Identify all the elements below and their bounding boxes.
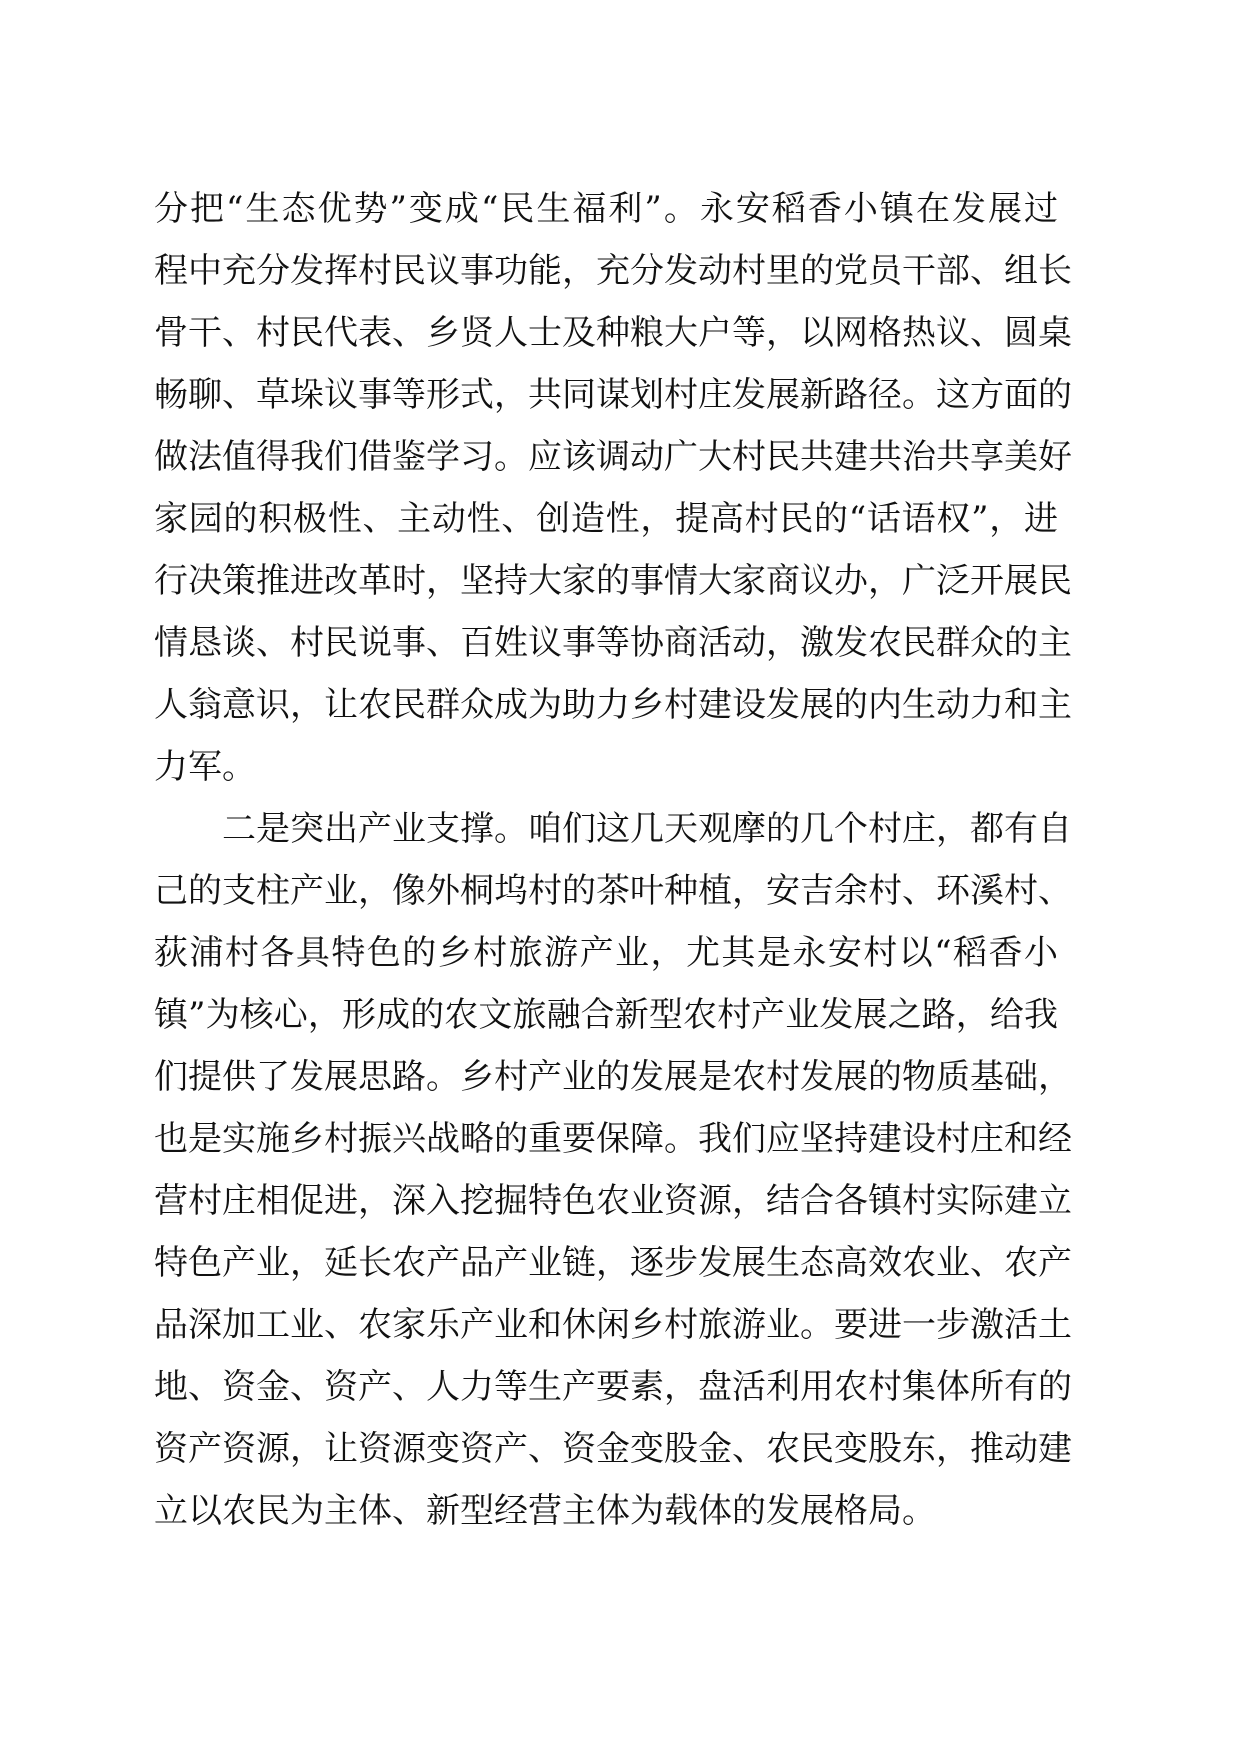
text-line: 骨干、村民代表、乡贤人士及种粮大户等，以网格热议、圆桌 xyxy=(154,313,1072,353)
text-line: 己的支柱产业，像外桐坞村的茶叶种植，安吉余村、环溪村、 xyxy=(154,871,1072,911)
text-line: 地、资金、资产、人力等生产要素，盘活利用农村集体所有的 xyxy=(154,1367,1072,1407)
text-line: 分把“生态优势”变成“民生福利”。永安稻香小镇在发展过 xyxy=(154,189,1058,229)
text-line: 荻浦村各具特色的乡村旅游产业，尤其是永安村以“稻香小 xyxy=(154,933,1058,973)
text-line: 情恳谈、村民说事、百姓议事等协商活动，激发农民群众的主 xyxy=(154,623,1072,663)
text-line: 资产资源，让资源变资产、资金变股金、农民变股东，推动建 xyxy=(154,1429,1072,1469)
text-line: 家园的积极性、主动性、创造性，提高村民的“话语权”，进 xyxy=(154,499,1058,539)
paragraph-1 xyxy=(154,178,1072,798)
text-line: 力军。 xyxy=(154,747,256,787)
text-line: 也是实施乡村振兴战略的重要保障。我们应坚持建设村庄和经 xyxy=(154,1119,1072,1159)
text-line: 畅聊、草垛议事等形式，共同谋划村庄发展新路径。这方面的 xyxy=(154,375,1072,415)
paragraph-2 xyxy=(154,798,1072,1542)
text-line: 二是突出产业支撑。咱们这几天观摩的几个村庄，都有自 xyxy=(222,809,1072,849)
text-line: 们提供了发展思路。乡村产业的发展是农村发展的物质基础， xyxy=(154,1057,1072,1097)
text-line: 特色产业，延长农产品产业链，逐步发展生态高效农业、农产 xyxy=(154,1243,1072,1283)
document-body xyxy=(154,178,1072,1542)
text-line: 品深加工业、农家乐产业和休闲乡村旅游业。要进一步激活土 xyxy=(154,1305,1072,1345)
text-line: 立以农民为主体、新型经营主体为载体的发展格局。 xyxy=(154,1491,936,1531)
text-line: 做法值得我们借鉴学习。应该调动广大村民共建共治共享美好 xyxy=(154,437,1072,477)
text-line: 镇”为核心，形成的农文旅融合新型农村产业发展之路，给我 xyxy=(154,995,1058,1035)
text-line: 营村庄相促进，深入挖掘特色农业资源，结合各镇村实际建立 xyxy=(154,1181,1072,1221)
text-line: 行决策推进改革时，坚持大家的事情大家商议办，广泛开展民 xyxy=(154,561,1072,601)
text-line: 程中充分发挥村民议事功能，充分发动村里的党员干部、组长 xyxy=(154,251,1072,291)
text-line: 人翁意识，让农民群众成为助力乡村建设发展的内生动力和主 xyxy=(154,685,1072,725)
